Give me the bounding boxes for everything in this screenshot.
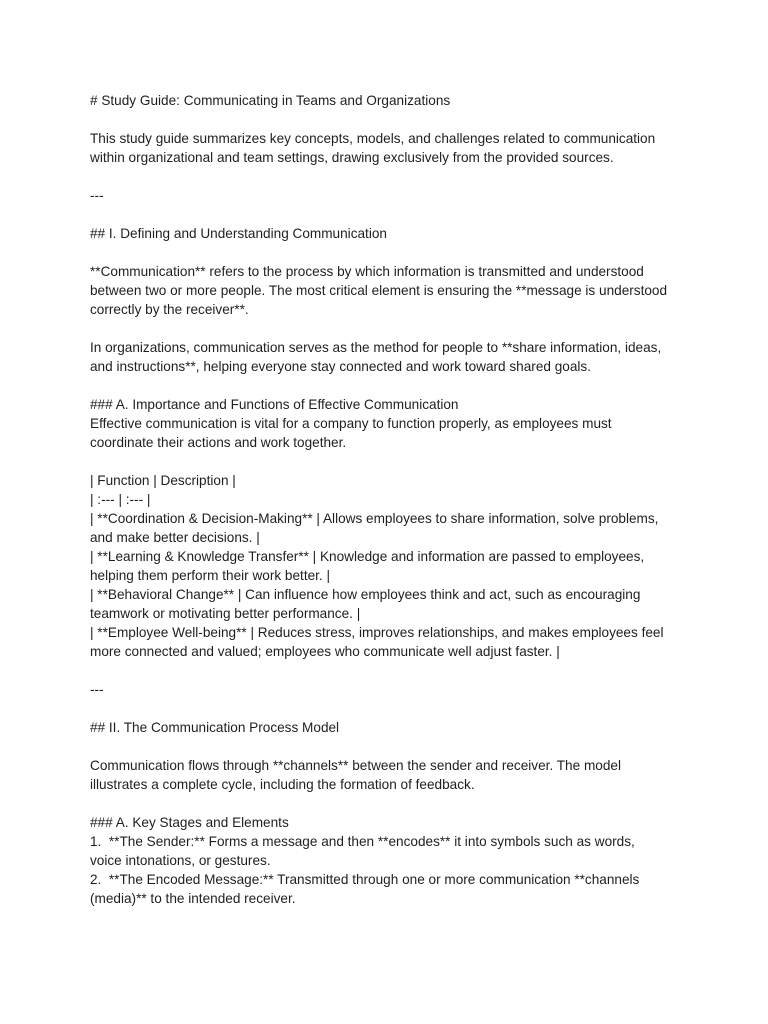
- paragraph-line: correctly by the receiver**.: [90, 302, 249, 317]
- paragraph-line: between two or more people. The most critical element is ensuring the **message is understood: [90, 283, 668, 298]
- table-separator-row: | :--- | :--- |: [90, 492, 151, 507]
- section-heading: ## II. The Communication Process Model: [90, 720, 340, 735]
- blank-line: [90, 737, 690, 756]
- blank-line: [90, 243, 690, 262]
- horizontal-rule-marker: ---: [90, 188, 104, 203]
- blank-line: [90, 319, 690, 338]
- blank-line: [90, 699, 690, 718]
- table-row: | **Coordination & Decision-Making** | Allows employees to share information, solve problems,: [90, 511, 659, 526]
- paragraph-line: Effective communication is vital for a company to function properly, as employees must: [90, 416, 612, 431]
- table-row: teamwork or motivating better performance. |: [90, 606, 361, 621]
- paragraph-line: Communication flows through **channels** between the sender and receiver. The model: [90, 758, 621, 773]
- table-header-row: | Function | Description |: [90, 473, 236, 488]
- table-row: | **Behavioral Change** | Can influence how employees think and act, such as encouraging: [90, 587, 641, 602]
- blank-line: [90, 110, 690, 129]
- table-row: | **Employee Well-being** | Reduces stress, improves relationships, and makes employees feel: [90, 625, 664, 640]
- section-heading: ## I. Defining and Understanding Communication: [90, 226, 387, 241]
- list-item: (media)** to the intended receiver.: [90, 891, 296, 906]
- table-row: more connected and valued; employees who communicate well adjust faster. |: [90, 644, 560, 659]
- blank-line: [90, 167, 690, 186]
- paragraph-line: **Communication** refers to the process by which information is transmitted and understood: [90, 264, 644, 279]
- paragraph-line: illustrates a complete cycle, including the formation of feedback.: [90, 777, 475, 792]
- blank-line: [90, 376, 690, 395]
- horizontal-rule-marker: ---: [90, 682, 104, 697]
- paragraph-line: coordinate their actions and work together.: [90, 435, 347, 450]
- table-row: helping them perform their work better. |: [90, 568, 331, 583]
- intro-line: This study guide summarizes key concepts, models, and challenges related to communication: [90, 131, 656, 146]
- subsection-heading: ### A. Key Stages and Elements: [90, 815, 289, 830]
- table-row: and make better decisions. |: [90, 530, 260, 545]
- paragraph-line: In organizations, communication serves as the method for people to **share information, ideas,: [90, 340, 662, 355]
- intro-line: within organizational and team settings, drawing exclusively from the provided sources.: [90, 150, 614, 165]
- subsection-heading: ### A. Importance and Functions of Effective Communication: [90, 397, 459, 412]
- table-row: | **Learning & Knowledge Transfer** | Knowledge and information are passed to employees,: [90, 549, 645, 564]
- blank-line: [90, 452, 690, 471]
- blank-line: [90, 794, 690, 813]
- doc-title: # Study Guide: Communicating in Teams and Organizations: [90, 93, 451, 108]
- list-item: 1. **The Sender:** Forms a message and then **encodes** it into symbols such as words,: [90, 834, 635, 849]
- paragraph-line: and instructions**, helping everyone stay connected and work toward shared goals.: [90, 359, 592, 374]
- document-page: [90, 91, 690, 908]
- blank-line: [90, 205, 690, 224]
- list-item: 2. **The Encoded Message:** Transmitted through one or more communication **channels: [90, 872, 640, 887]
- blank-line: [90, 661, 690, 680]
- list-item: voice intonations, or gestures.: [90, 853, 271, 868]
